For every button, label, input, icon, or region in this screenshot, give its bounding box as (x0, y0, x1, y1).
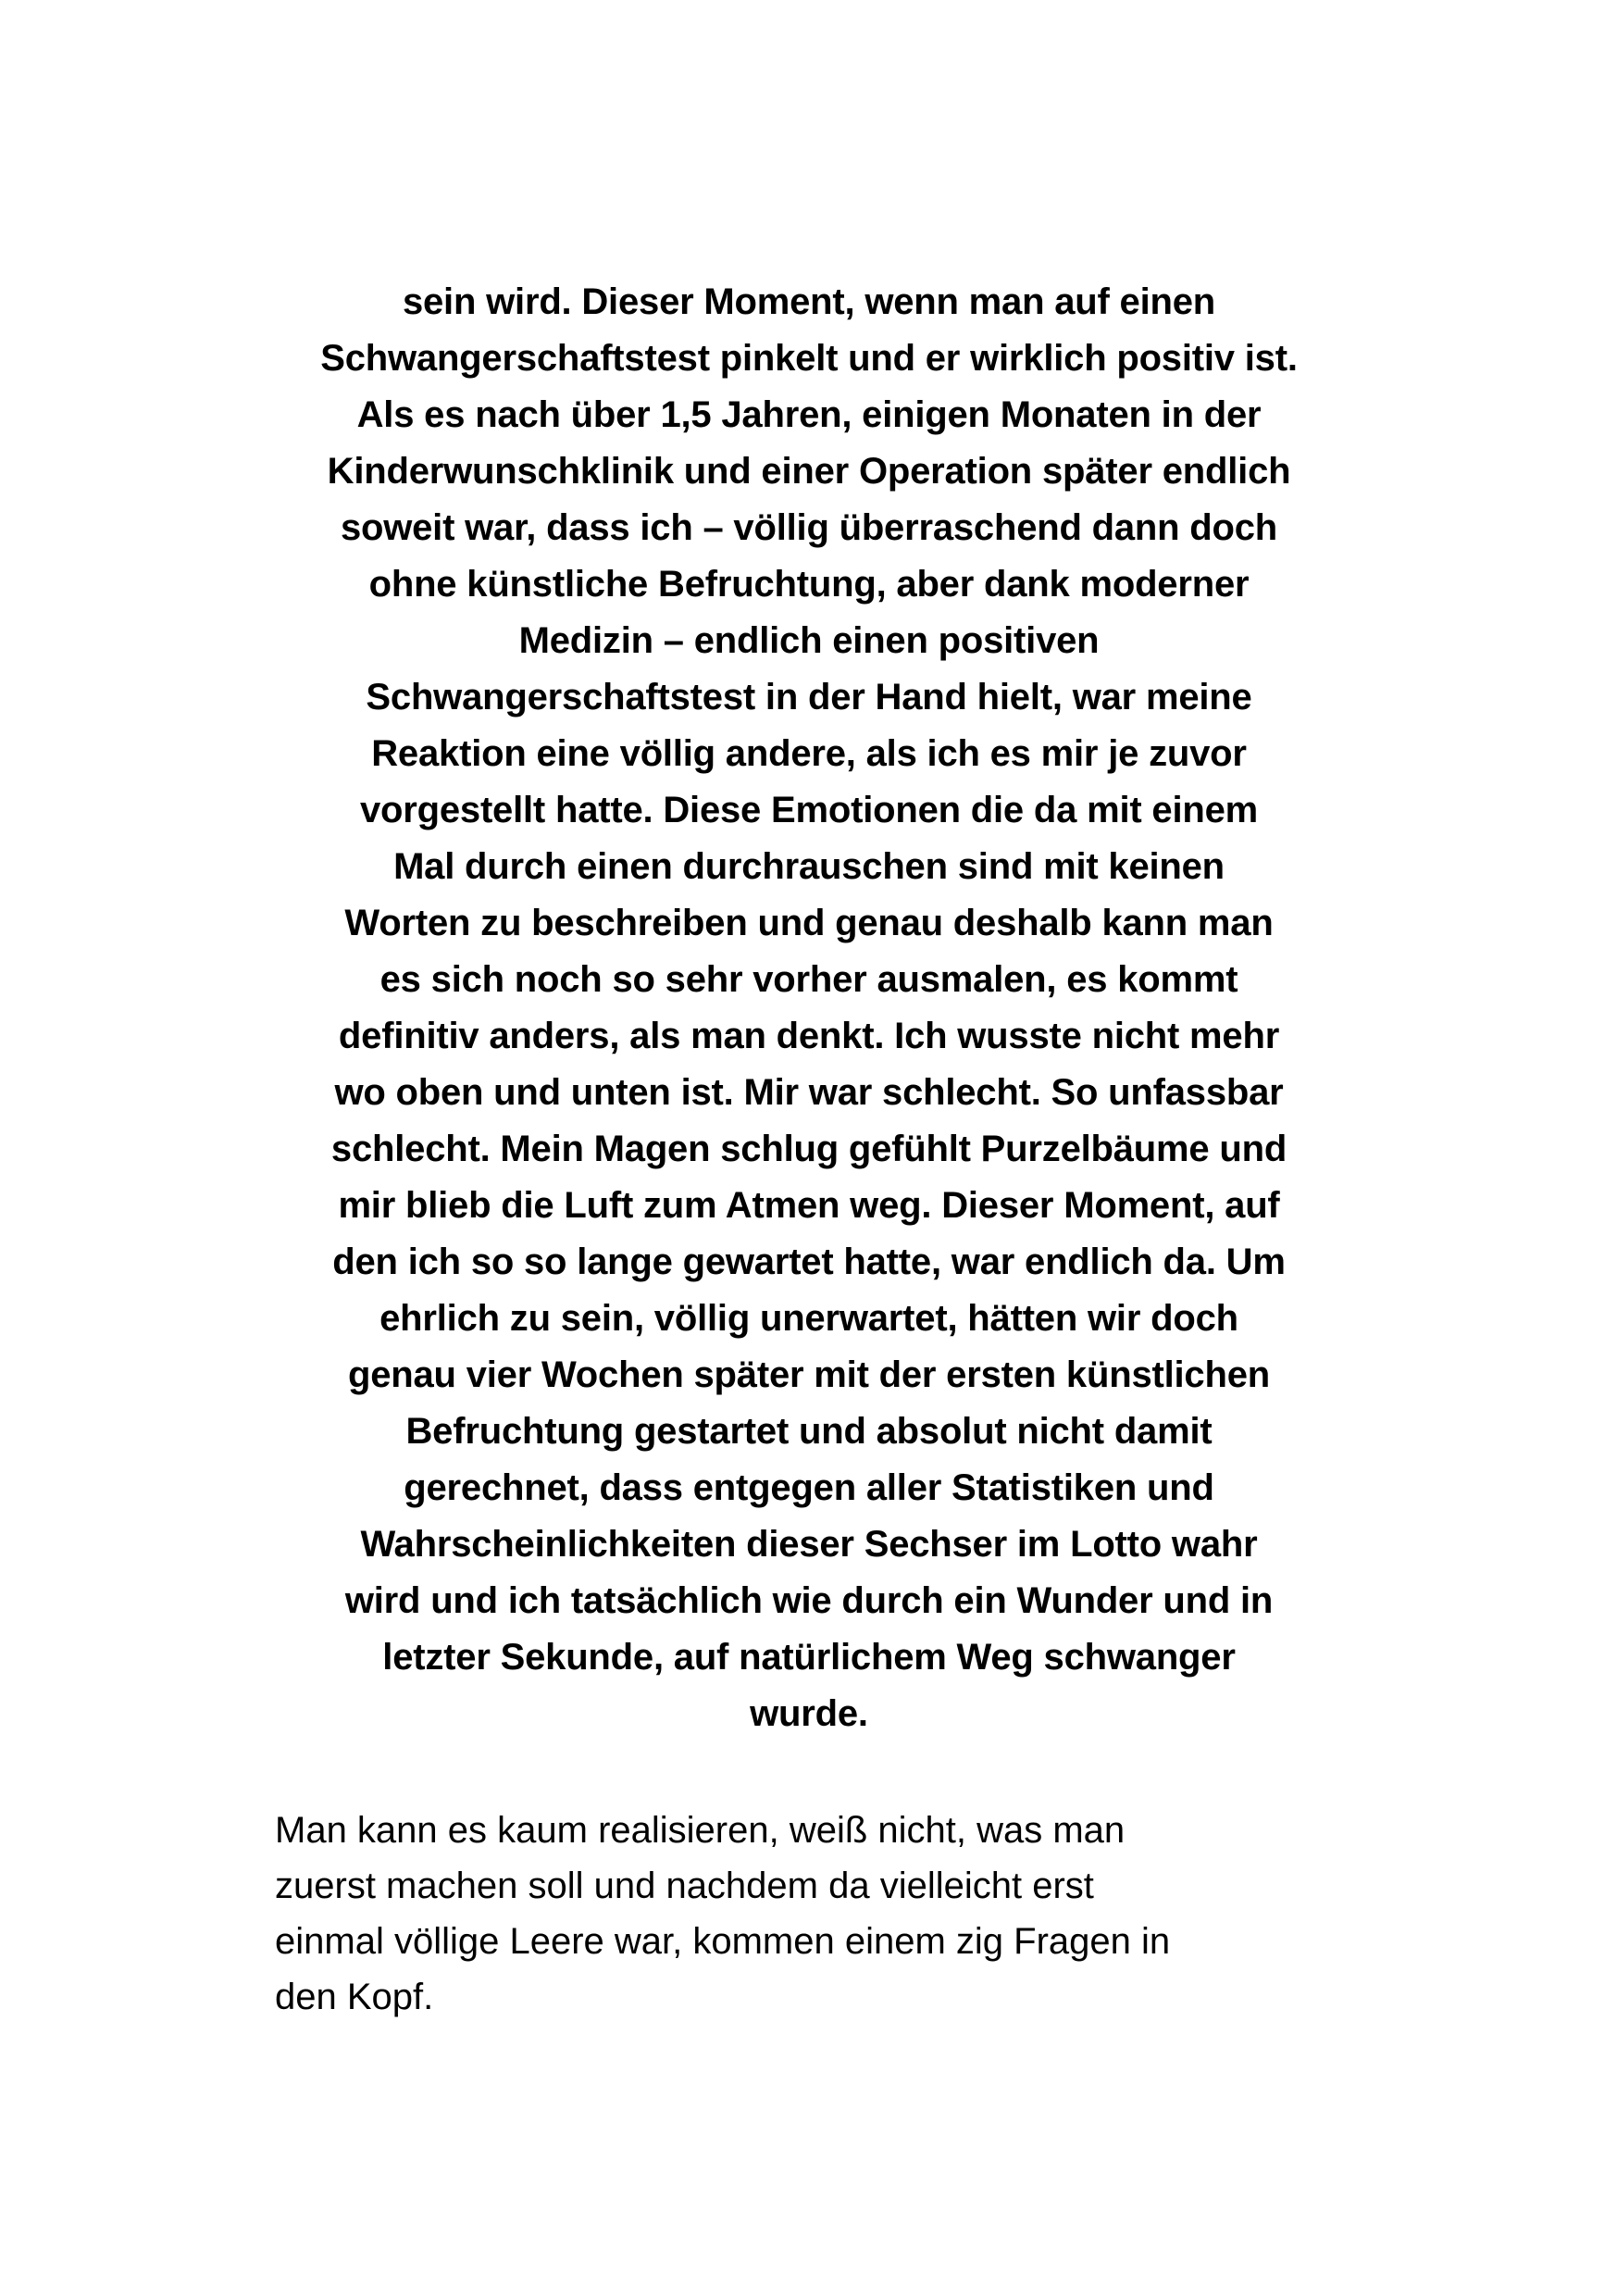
paragraph-line: schlecht. Mein Magen schlug gefühlt Purzelbäume und (330, 1129, 1287, 1169)
paragraph-line: Schwangerschaftstest pinkelt und er wirklich positiv ist. (320, 338, 1298, 379)
paragraph-line: ohne künstliche Befruchtung, aber dank moderner (368, 564, 1250, 605)
paragraph-line: mir blieb die Luft zum Atmen weg. Dieser Moment, auf (338, 1185, 1280, 1226)
paragraph-line: den ich so so lange gewartet hatte, war endlich da. Um (332, 1242, 1286, 1282)
paragraph-line: einmal völlige Leere war, kommen einem zig Fragen in (275, 1921, 1171, 1962)
plain-paragraph (275, 1803, 1367, 2025)
paragraph-line: Schwangerschaftstest in der Hand hielt, war meine (366, 677, 1252, 718)
paragraph-line: gerechnet, dass entgegen aller Statistiken und (404, 1467, 1214, 1508)
paragraph-line: Reaktion eine völlig andere, als ich es mir je zuvor (371, 733, 1247, 774)
paragraph-line: Befruchtung gestartet und absolut nicht damit (405, 1411, 1213, 1452)
paragraph-line: sein wird. Dieser Moment, wenn man auf einen (402, 281, 1216, 322)
paragraph-line: den Kopf. (275, 1977, 434, 2017)
paragraph-line: genau vier Wochen später mit der ersten künstlichen (347, 1354, 1270, 1395)
paragraph-line: wurde. (750, 1693, 868, 1734)
paragraph-line: definitiv anders, als man denkt. Ich wusste nicht mehr (338, 1016, 1280, 1056)
paragraph-line: wird und ich tatsächlich wie durch ein Wunder und in (344, 1580, 1274, 1621)
paragraph-line: wo oben und unten ist. Mir war schlecht. So unfassbar (334, 1072, 1284, 1113)
paragraph-line: vorgestellt hatte. Diese Emotionen die da mit einem (359, 790, 1259, 830)
paragraph-line: Wahrscheinlichkeiten dieser Sechser im Lotto wahr (360, 1524, 1258, 1565)
paragraph-line: Worten zu beschreiben und genau deshalb kann man (344, 903, 1274, 943)
paragraph-line: Als es nach über 1,5 Jahren, einigen Monaten in der (356, 394, 1262, 435)
paragraph-line: Medizin – endlich einen positiven (518, 620, 1100, 661)
paragraph-line: es sich noch so sehr vorher ausmalen, es kommt (379, 959, 1238, 1000)
paragraph-line: soweit war, dass ich – völlig überraschend dann doch (340, 507, 1278, 548)
centered-bold-paragraph (259, 274, 1359, 1742)
paragraph-line: ehrlich zu sein, völlig unerwartet, hätten wir doch (379, 1298, 1238, 1339)
paragraph-line: letzter Sekunde, auf natürlichem Weg schwanger (382, 1637, 1236, 1678)
paragraph-line: Man kann es kaum realisieren, weiß nicht, was man (275, 1810, 1126, 1851)
paragraph-line: zuerst machen soll und nachdem da vielleicht erst (275, 1866, 1094, 1906)
paragraph-line: Mal durch einen durchrauschen sind mit keinen (393, 846, 1225, 887)
paragraph-line: Kinderwunschklinik und einer Operation später endlich (327, 451, 1291, 492)
